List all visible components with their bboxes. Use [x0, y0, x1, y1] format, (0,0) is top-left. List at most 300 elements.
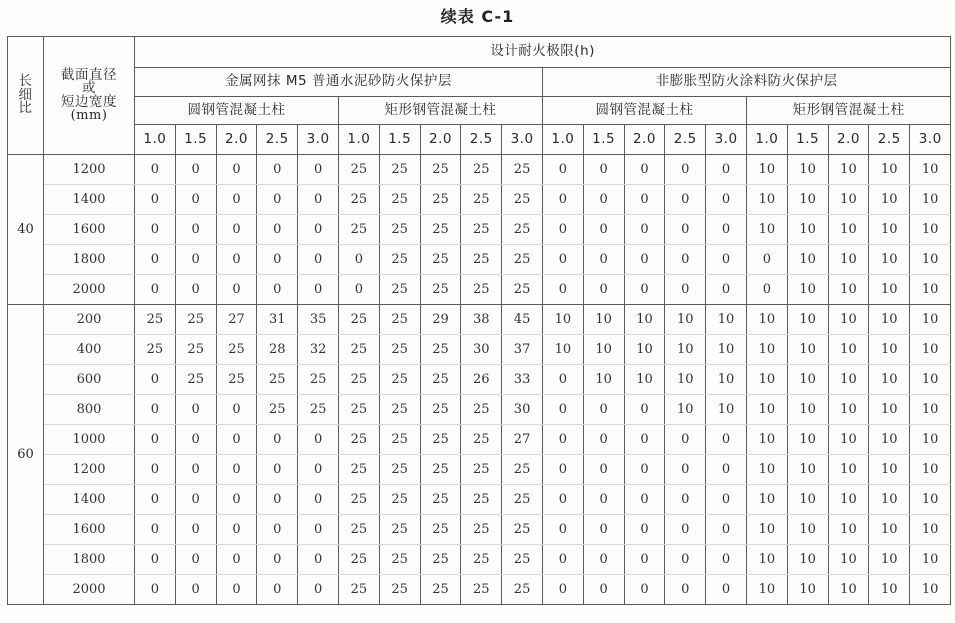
table-row — [8, 545, 951, 575]
thickness-cell: 0 — [135, 515, 176, 545]
thickness-cell: 0 — [257, 215, 298, 245]
thickness-cell: 37 — [502, 335, 543, 365]
thickness-cell: 10 — [869, 455, 910, 485]
thickness-cell: 0 — [665, 515, 706, 545]
thickness-cell: 0 — [257, 185, 298, 215]
thickness-cell: 10 — [828, 545, 869, 575]
thickness-cell: 10 — [869, 155, 910, 185]
header-time-1-0: 1.0 — [338, 125, 379, 155]
thickness-cell: 25 — [338, 365, 379, 395]
table-row — [8, 155, 951, 185]
thickness-cell: 0 — [216, 155, 257, 185]
thickness-cell: 25 — [338, 305, 379, 335]
header-section-unit: (mm) — [70, 108, 108, 123]
thickness-cell: 10 — [746, 485, 787, 515]
section-size-cell: 400 — [44, 335, 135, 365]
thickness-cell: 0 — [542, 575, 583, 605]
thickness-cell: 25 — [379, 395, 420, 425]
header-time-3-3: 2.5 — [869, 125, 910, 155]
thickness-cell: 10 — [787, 455, 828, 485]
thickness-cell: 10 — [787, 185, 828, 215]
thickness-cell: 0 — [542, 245, 583, 275]
thickness-cell: 10 — [910, 395, 951, 425]
thickness-cell: 25 — [461, 515, 502, 545]
thickness-cell: 0 — [583, 275, 624, 305]
thickness-cell: 25 — [420, 455, 461, 485]
thickness-cell: 0 — [583, 245, 624, 275]
thickness-cell: 0 — [257, 155, 298, 185]
thickness-cell: 10 — [706, 305, 747, 335]
thickness-cell: 0 — [216, 485, 257, 515]
thickness-cell: 10 — [869, 425, 910, 455]
thickness-cell: 10 — [787, 545, 828, 575]
thickness-cell: 10 — [869, 185, 910, 215]
thickness-cell: 0 — [665, 245, 706, 275]
thickness-cell: 25 — [502, 215, 543, 245]
thickness-cell: 25 — [175, 335, 216, 365]
thickness-cell: 0 — [135, 215, 176, 245]
thickness-cell: 0 — [298, 485, 339, 515]
header-rect-column-b: 矩形钢管混凝土柱 — [746, 97, 950, 125]
thickness-cell: 31 — [257, 305, 298, 335]
header-time-3-0: 1.0 — [746, 125, 787, 155]
thickness-cell: 0 — [216, 185, 257, 215]
thickness-cell: 0 — [175, 185, 216, 215]
table-row — [8, 515, 951, 545]
thickness-cell: 0 — [135, 575, 176, 605]
thickness-cell: 25 — [420, 545, 461, 575]
table-row — [8, 425, 951, 455]
thickness-cell: 10 — [869, 275, 910, 305]
thickness-cell: 10 — [910, 305, 951, 335]
thickness-cell: 25 — [502, 575, 543, 605]
thickness-cell: 10 — [583, 335, 624, 365]
thickness-cell: 10 — [746, 335, 787, 365]
thickness-cell: 25 — [379, 575, 420, 605]
thickness-cell: 25 — [298, 365, 339, 395]
thickness-cell: 25 — [461, 575, 502, 605]
section-size-cell: 1400 — [44, 185, 135, 215]
thickness-cell: 0 — [135, 485, 176, 515]
thickness-cell: 0 — [665, 575, 706, 605]
thickness-cell: 25 — [379, 425, 420, 455]
slenderness-cell: 40 — [8, 155, 44, 305]
header-time-0-3: 2.5 — [257, 125, 298, 155]
thickness-cell: 0 — [298, 215, 339, 245]
table-header — [8, 37, 951, 155]
thickness-cell: 0 — [298, 515, 339, 545]
thickness-cell: 0 — [624, 215, 665, 245]
thickness-cell: 0 — [216, 275, 257, 305]
thickness-cell: 27 — [216, 305, 257, 335]
header-time-2-0: 1.0 — [542, 125, 583, 155]
thickness-cell: 25 — [461, 275, 502, 305]
section-size-cell: 1800 — [44, 545, 135, 575]
thickness-cell: 0 — [338, 275, 379, 305]
thickness-cell: 25 — [420, 155, 461, 185]
thickness-cell: 10 — [828, 365, 869, 395]
thickness-cell: 0 — [706, 545, 747, 575]
thickness-cell: 25 — [338, 455, 379, 485]
thickness-cell: 25 — [461, 395, 502, 425]
header-slenderness — [8, 37, 44, 155]
header-time-3-2: 2.0 — [828, 125, 869, 155]
thickness-cell: 10 — [787, 365, 828, 395]
thickness-cell: 0 — [542, 515, 583, 545]
thickness-cell: 0 — [542, 545, 583, 575]
thickness-cell: 10 — [910, 455, 951, 485]
thickness-cell: 0 — [135, 245, 176, 275]
table-row — [8, 455, 951, 485]
thickness-cell: 0 — [665, 185, 706, 215]
thickness-cell: 0 — [257, 485, 298, 515]
thickness-cell: 0 — [216, 455, 257, 485]
thickness-cell: 0 — [175, 455, 216, 485]
thickness-cell: 10 — [746, 545, 787, 575]
table-row — [8, 575, 951, 605]
thickness-cell: 0 — [257, 455, 298, 485]
thickness-cell: 29 — [420, 305, 461, 335]
header-time-2-1: 1.5 — [583, 125, 624, 155]
thickness-cell: 0 — [665, 155, 706, 185]
thickness-cell: 0 — [624, 425, 665, 455]
thickness-cell: 10 — [828, 395, 869, 425]
header-round-column-a: 圆钢管混凝土柱 — [135, 97, 339, 125]
thickness-cell: 10 — [910, 485, 951, 515]
thickness-cell: 0 — [624, 185, 665, 215]
thickness-cell: 0 — [665, 425, 706, 455]
thickness-cell: 25 — [420, 215, 461, 245]
slenderness-cell: 60 — [8, 305, 44, 605]
thickness-cell: 25 — [216, 365, 257, 395]
thickness-cell: 0 — [665, 545, 706, 575]
thickness-cell: 25 — [420, 245, 461, 275]
thickness-cell: 0 — [135, 155, 176, 185]
thickness-cell: 0 — [583, 395, 624, 425]
thickness-cell: 0 — [542, 485, 583, 515]
thickness-cell: 10 — [746, 215, 787, 245]
thickness-cell: 32 — [298, 335, 339, 365]
thickness-cell: 10 — [910, 185, 951, 215]
thickness-cell: 25 — [257, 395, 298, 425]
thickness-cell: 10 — [828, 275, 869, 305]
thickness-cell: 25 — [379, 305, 420, 335]
section-size-cell: 800 — [44, 395, 135, 425]
fire-protection-table — [7, 36, 951, 605]
thickness-cell: 25 — [461, 455, 502, 485]
thickness-cell: 0 — [624, 395, 665, 425]
header-fire-limit: 设计耐火极限(h) — [135, 37, 951, 68]
thickness-cell: 0 — [135, 275, 176, 305]
thickness-cell: 0 — [257, 515, 298, 545]
header-time-1-4: 3.0 — [502, 125, 543, 155]
thickness-cell: 10 — [746, 425, 787, 455]
table-row — [8, 305, 951, 335]
table-row — [8, 485, 951, 515]
thickness-cell: 0 — [624, 485, 665, 515]
thickness-cell: 10 — [746, 365, 787, 395]
thickness-cell: 0 — [583, 545, 624, 575]
table-row — [8, 395, 951, 425]
thickness-cell: 10 — [787, 215, 828, 245]
thickness-cell: 25 — [257, 365, 298, 395]
thickness-cell: 0 — [298, 155, 339, 185]
table-row — [8, 335, 951, 365]
thickness-cell: 25 — [420, 395, 461, 425]
thickness-cell: 0 — [746, 245, 787, 275]
header-time-3-4: 3.0 — [910, 125, 951, 155]
thickness-cell: 0 — [706, 455, 747, 485]
thickness-cell: 10 — [787, 305, 828, 335]
thickness-cell: 10 — [869, 515, 910, 545]
thickness-cell: 25 — [502, 245, 543, 275]
thickness-cell: 10 — [787, 155, 828, 185]
thickness-cell: 0 — [298, 545, 339, 575]
thickness-cell: 0 — [216, 215, 257, 245]
header-time-0-2: 2.0 — [216, 125, 257, 155]
thickness-cell: 0 — [583, 485, 624, 515]
thickness-cell: 25 — [338, 335, 379, 365]
table-row — [8, 215, 951, 245]
header-time-0-0: 1.0 — [135, 125, 176, 155]
thickness-cell: 10 — [542, 335, 583, 365]
thickness-cell: 25 — [502, 455, 543, 485]
thickness-cell: 10 — [665, 365, 706, 395]
thickness-cell: 10 — [787, 575, 828, 605]
header-time-3-1: 1.5 — [787, 125, 828, 155]
thickness-cell: 38 — [461, 305, 502, 335]
thickness-cell: 0 — [175, 395, 216, 425]
thickness-cell: 25 — [135, 305, 176, 335]
thickness-cell: 10 — [542, 305, 583, 335]
header-time-2-2: 2.0 — [624, 125, 665, 155]
thickness-cell: 0 — [257, 425, 298, 455]
thickness-cell: 10 — [828, 455, 869, 485]
thickness-cell: 25 — [420, 425, 461, 455]
header-slenderness-text: 长 细 比 — [18, 73, 33, 117]
thickness-cell: 0 — [542, 155, 583, 185]
thickness-cell: 10 — [869, 365, 910, 395]
thickness-cell: 0 — [583, 515, 624, 545]
table-title: 续表 C-1 — [440, 7, 515, 26]
thickness-cell: 0 — [257, 575, 298, 605]
thickness-cell: 28 — [257, 335, 298, 365]
table-row — [8, 365, 951, 395]
thickness-cell: 10 — [869, 215, 910, 245]
thickness-cell: 25 — [379, 545, 420, 575]
thickness-cell: 35 — [298, 305, 339, 335]
thickness-cell: 0 — [706, 185, 747, 215]
section-size-cell: 2000 — [44, 575, 135, 605]
thickness-cell: 0 — [542, 185, 583, 215]
thickness-cell: 25 — [461, 155, 502, 185]
thickness-cell: 0 — [583, 455, 624, 485]
slenderness-group-60 — [8, 305, 951, 605]
thickness-cell: 0 — [135, 455, 176, 485]
thickness-cell: 25 — [502, 515, 543, 545]
thickness-cell: 0 — [175, 215, 216, 245]
thickness-cell: 10 — [787, 245, 828, 275]
thickness-cell: 10 — [828, 155, 869, 185]
header-section-size — [44, 37, 135, 155]
thickness-cell: 10 — [828, 515, 869, 545]
thickness-cell: 25 — [338, 545, 379, 575]
thickness-cell: 0 — [257, 245, 298, 275]
thickness-cell: 0 — [706, 575, 747, 605]
thickness-cell: 0 — [706, 155, 747, 185]
thickness-cell: 25 — [502, 275, 543, 305]
thickness-cell: 0 — [175, 575, 216, 605]
thickness-cell: 0 — [746, 275, 787, 305]
thickness-cell: 25 — [420, 335, 461, 365]
thickness-cell: 0 — [624, 455, 665, 485]
thickness-cell: 10 — [746, 575, 787, 605]
thickness-cell: 0 — [542, 365, 583, 395]
thickness-cell: 10 — [787, 335, 828, 365]
section-size-cell: 1600 — [44, 515, 135, 545]
thickness-cell: 0 — [298, 275, 339, 305]
thickness-cell: 0 — [298, 185, 339, 215]
thickness-cell: 10 — [665, 395, 706, 425]
thickness-cell: 27 — [502, 425, 543, 455]
thickness-cell: 0 — [216, 545, 257, 575]
thickness-cell: 10 — [787, 275, 828, 305]
thickness-cell: 10 — [583, 305, 624, 335]
thickness-cell: 0 — [706, 215, 747, 245]
thickness-cell: 10 — [706, 365, 747, 395]
thickness-cell: 0 — [665, 485, 706, 515]
thickness-cell: 0 — [583, 155, 624, 185]
thickness-cell: 10 — [787, 425, 828, 455]
thickness-cell: 10 — [583, 365, 624, 395]
thickness-cell: 10 — [828, 215, 869, 245]
section-size-cell: 600 — [44, 365, 135, 395]
thickness-cell: 0 — [175, 155, 216, 185]
thickness-cell: 25 — [461, 185, 502, 215]
thickness-cell: 25 — [420, 515, 461, 545]
thickness-cell: 25 — [461, 545, 502, 575]
thickness-cell: 10 — [787, 515, 828, 545]
thickness-cell: 0 — [216, 575, 257, 605]
thickness-cell: 10 — [706, 335, 747, 365]
thickness-cell: 33 — [502, 365, 543, 395]
thickness-cell: 25 — [502, 545, 543, 575]
thickness-cell: 10 — [828, 305, 869, 335]
thickness-cell: 25 — [461, 245, 502, 275]
header-rect-column-a: 矩形钢管混凝土柱 — [338, 97, 542, 125]
thickness-cell: 10 — [828, 245, 869, 275]
thickness-cell: 25 — [338, 575, 379, 605]
thickness-cell: 10 — [665, 305, 706, 335]
thickness-cell: 0 — [665, 275, 706, 305]
thickness-cell: 25 — [502, 155, 543, 185]
header-group-cement: 金属网抹 M5 普通水泥砂防火保护层 — [135, 68, 543, 97]
thickness-cell: 25 — [379, 365, 420, 395]
thickness-cell: 25 — [461, 485, 502, 515]
header-time-2-3: 2.5 — [665, 125, 706, 155]
thickness-cell: 0 — [624, 275, 665, 305]
thickness-cell: 0 — [175, 425, 216, 455]
thickness-cell: 0 — [135, 185, 176, 215]
thickness-cell: 25 — [420, 485, 461, 515]
thickness-cell: 0 — [583, 575, 624, 605]
thickness-cell: 10 — [787, 395, 828, 425]
thickness-cell: 10 — [910, 155, 951, 185]
thickness-cell: 25 — [461, 425, 502, 455]
thickness-cell: 10 — [624, 305, 665, 335]
thickness-cell: 10 — [828, 335, 869, 365]
thickness-cell: 10 — [910, 335, 951, 365]
header-time-1-3: 2.5 — [461, 125, 502, 155]
thickness-cell: 25 — [379, 485, 420, 515]
thickness-cell: 25 — [420, 365, 461, 395]
thickness-cell: 0 — [583, 425, 624, 455]
header-time-row — [8, 125, 951, 155]
thickness-cell: 0 — [542, 395, 583, 425]
table-row — [8, 185, 951, 215]
section-size-cell: 2000 — [44, 275, 135, 305]
thickness-cell: 0 — [175, 515, 216, 545]
section-size-cell: 1000 — [44, 425, 135, 455]
thickness-cell: 10 — [828, 485, 869, 515]
header-group-coating: 非膨胀型防火涂料防火保护层 — [542, 68, 950, 97]
thickness-cell: 0 — [175, 545, 216, 575]
thickness-cell: 25 — [379, 155, 420, 185]
thickness-cell: 25 — [338, 485, 379, 515]
thickness-cell: 10 — [746, 455, 787, 485]
thickness-cell: 10 — [746, 185, 787, 215]
thickness-cell: 10 — [910, 575, 951, 605]
thickness-cell: 0 — [624, 545, 665, 575]
thickness-cell: 0 — [706, 245, 747, 275]
thickness-cell: 25 — [135, 335, 176, 365]
thickness-cell: 25 — [338, 155, 379, 185]
thickness-cell: 25 — [338, 185, 379, 215]
thickness-cell: 0 — [706, 425, 747, 455]
thickness-cell: 25 — [379, 245, 420, 275]
thickness-cell: 0 — [706, 275, 747, 305]
table-row — [8, 245, 951, 275]
section-size-cell: 1400 — [44, 485, 135, 515]
thickness-cell: 0 — [665, 215, 706, 245]
header-time-1-1: 1.5 — [379, 125, 420, 155]
thickness-cell: 10 — [910, 425, 951, 455]
thickness-cell: 10 — [910, 275, 951, 305]
thickness-cell: 25 — [502, 485, 543, 515]
thickness-cell: 10 — [787, 485, 828, 515]
thickness-cell: 10 — [746, 305, 787, 335]
thickness-cell: 0 — [665, 455, 706, 485]
thickness-cell: 25 — [379, 455, 420, 485]
thickness-cell: 0 — [542, 275, 583, 305]
thickness-cell: 10 — [910, 245, 951, 275]
thickness-cell: 25 — [420, 185, 461, 215]
thickness-cell: 0 — [542, 425, 583, 455]
thickness-cell: 25 — [420, 275, 461, 305]
section-size-cell: 1800 — [44, 245, 135, 275]
thickness-cell: 30 — [461, 335, 502, 365]
thickness-cell: 10 — [869, 335, 910, 365]
thickness-cell: 25 — [216, 335, 257, 365]
thickness-cell: 10 — [869, 305, 910, 335]
thickness-cell: 10 — [869, 245, 910, 275]
thickness-cell: 0 — [216, 245, 257, 275]
thickness-cell: 0 — [706, 515, 747, 545]
header-time-1-2: 2.0 — [420, 125, 461, 155]
thickness-cell: 25 — [461, 215, 502, 245]
thickness-cell: 25 — [379, 515, 420, 545]
thickness-cell: 10 — [828, 575, 869, 605]
